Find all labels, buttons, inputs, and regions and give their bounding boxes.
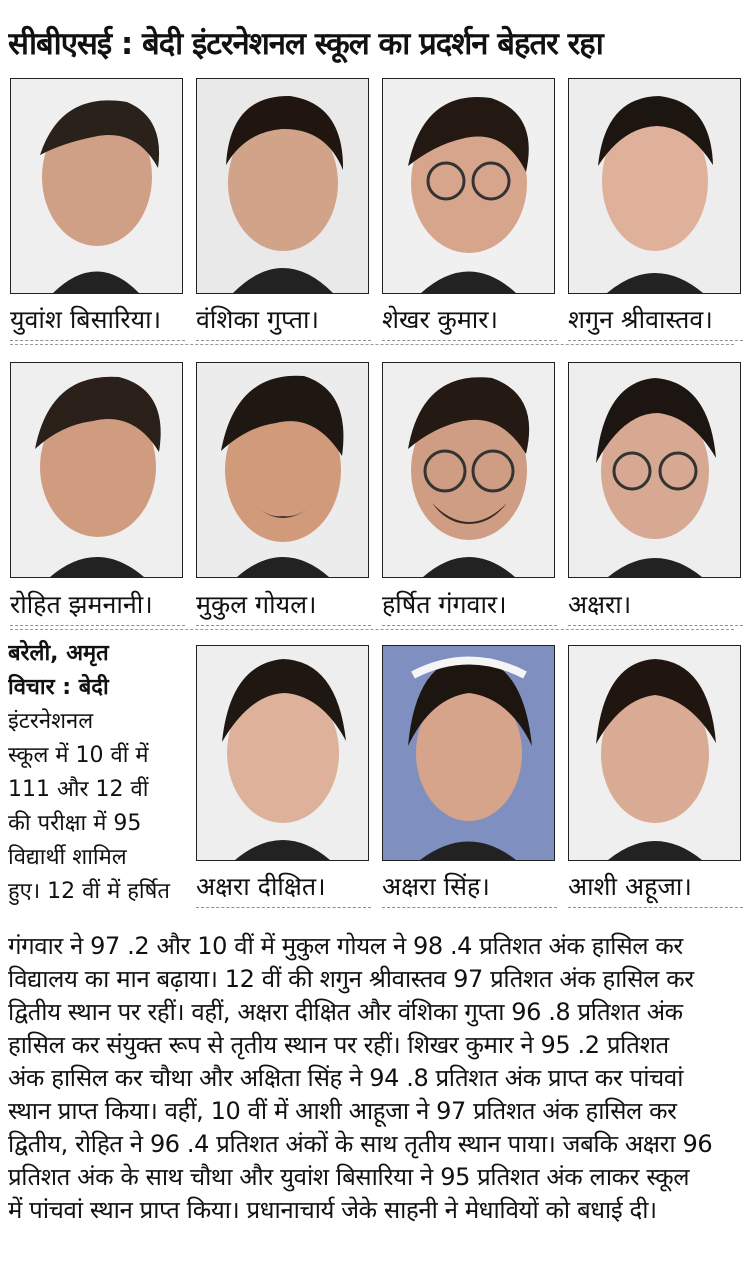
- article-line: में पांचवां स्थान प्राप्त किया। प्रधानाचार्य जेके साहनी ने मेधावियों को बधाई दी।: [8, 1196, 657, 1224]
- student-photo-icon: [11, 363, 182, 577]
- student-photo-icon: [569, 79, 740, 293]
- student-name-caption: शगुन श्रीवास्तव।: [568, 300, 743, 341]
- student-name-caption: युवांश बिसारिया।: [10, 300, 185, 341]
- student-name-caption: मुकुल गोयल।: [196, 585, 371, 626]
- article-line: गंगवार ने 97 .2 और 10 वीं में मुकुल गोयल ने 98 .4 प्रतिशत अंक हासिल कर: [8, 932, 683, 960]
- student-photo-6: [196, 362, 369, 578]
- student-photo-icon: [383, 79, 554, 293]
- article-opening-line: की परीक्षा में 95: [8, 811, 142, 836]
- article-opening-line: स्कूल में 10 वीं में: [8, 743, 149, 768]
- article-line: अंक हासिल कर चौथा और अक्षिता सिंह ने 94 .8 प्रतिशत अंक प्राप्त कर पांचवां: [8, 1064, 684, 1092]
- article-line: प्रतिशत अंक के साथ चौथा और युवांश बिसारिया ने 95 प्रतिशत अंक लाकर स्कूल: [8, 1163, 690, 1191]
- student-photo-2: [196, 78, 369, 294]
- article-line: द्वितीय, रोहित ने 96 .4 प्रतिशत अंकों के साथ तृतीय स्थान पाया। जबकि अक्षरा 96: [8, 1130, 713, 1158]
- row-divider: [10, 629, 734, 630]
- student-photo-5: [10, 362, 183, 578]
- article-opening-line: हुए। 12 वीं में हर्षित: [8, 879, 170, 904]
- row-divider: [10, 344, 734, 345]
- student-photo-4: [568, 78, 741, 294]
- student-photo-10: [382, 645, 555, 861]
- student-name-caption: अक्षरा सिंह।: [382, 867, 557, 908]
- student-photo-11: [568, 645, 741, 861]
- article-line: स्थान प्राप्त किया। वहीं, 10 वीं में आशी आहूजा ने 97 प्रतिशत अंक हासिल कर: [8, 1097, 677, 1125]
- student-photo-9: [196, 645, 369, 861]
- student-name-caption: रोहित झमनानी।: [10, 585, 185, 626]
- article-body: [8, 930, 738, 1270]
- student-photo-7: [382, 362, 555, 578]
- article-opening: [8, 637, 186, 927]
- student-name-caption: आशी अहूजा।: [568, 867, 743, 908]
- student-name-caption: अक्षरा।: [568, 585, 743, 626]
- student-name-caption: अक्षरा दीक्षित।: [196, 867, 371, 908]
- student-photo-icon: [569, 646, 740, 860]
- student-name-caption: हर्षित गंगवार।: [382, 585, 557, 626]
- article-line: विद्यालय का मान बढ़ाया। 12 वीं की शगुन श्रीवास्तव 97 प्रतिशत अंक हासिल कर: [8, 965, 694, 993]
- student-name-caption: शेखर कुमार।: [382, 300, 557, 341]
- article-dateline: बरेली, अमृत: [8, 641, 109, 666]
- student-name-caption: वंशिका गुप्ता।: [196, 300, 371, 341]
- student-photo-3: [382, 78, 555, 294]
- article-line: द्वितीय स्थान पर रहीं। वहीं, अक्षरा दीक्षित और वंशिका गुप्ता 96 .8 प्रतिशत अंक: [8, 998, 683, 1026]
- article-dateline: विचार : बेदी: [8, 675, 109, 700]
- student-photo-icon: [11, 79, 182, 293]
- article-opening-line: इंटरनेशनल: [8, 709, 94, 734]
- student-photo-icon: [383, 363, 554, 577]
- student-photo-8: [568, 362, 741, 578]
- article-opening-line: विद्यार्थी शामिल: [8, 845, 127, 870]
- article-line: हासिल कर संयुक्त रूप से तृतीय स्थान पर रहीं। शिखर कुमार ने 95 .2 प्रतिशत: [8, 1031, 669, 1059]
- student-photo-icon: [197, 79, 368, 293]
- student-photo-icon: [569, 363, 740, 577]
- student-photo-1: [10, 78, 183, 294]
- article-opening-line: 111 और 12 वीं: [8, 777, 149, 802]
- student-photo-icon: [197, 646, 368, 860]
- student-photo-icon: [383, 646, 554, 860]
- student-photo-icon: [197, 363, 368, 577]
- page-title: सीबीएसई : बेदी इंटरनेशनल स्कूल का प्रदर्शन बेहतर रहा: [8, 26, 603, 62]
